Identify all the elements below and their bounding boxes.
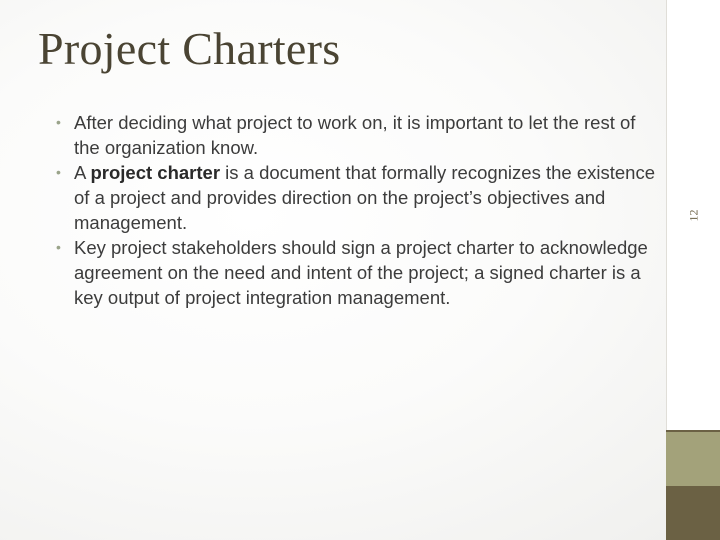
slide-content bbox=[56, 110, 666, 310]
bullet-term: project charter bbox=[90, 162, 221, 183]
side-bar-top bbox=[666, 0, 720, 430]
bullet-item-2 bbox=[56, 160, 666, 235]
bullet-icon: • bbox=[56, 114, 61, 130]
bullet-text-lead: A bbox=[74, 162, 91, 183]
side-bar-accent bbox=[666, 432, 720, 486]
bullet-text: Key project stakeholders should sign a project charter to acknowledge agreement on the need and intent of the project; a signed charter is a key output of project integration management. bbox=[74, 237, 648, 308]
slide-title: Project Charters bbox=[38, 23, 341, 74]
bullet-list bbox=[56, 110, 666, 310]
page-number: 12 bbox=[686, 209, 701, 222]
bullet-icon: • bbox=[56, 164, 61, 180]
side-bar-bottom bbox=[666, 488, 720, 540]
bullet-icon: • bbox=[56, 239, 61, 255]
bullet-item-3 bbox=[56, 235, 666, 310]
bullet-item-1 bbox=[56, 110, 666, 160]
bullet-text: After deciding what project to work on, it is important to let the rest of the organization know. bbox=[74, 112, 636, 158]
bullet-text-rest: is a document that formally recognizes the existence of a project and provides direction on the project’s objectives and management. bbox=[74, 162, 655, 233]
side-bar bbox=[666, 0, 720, 540]
